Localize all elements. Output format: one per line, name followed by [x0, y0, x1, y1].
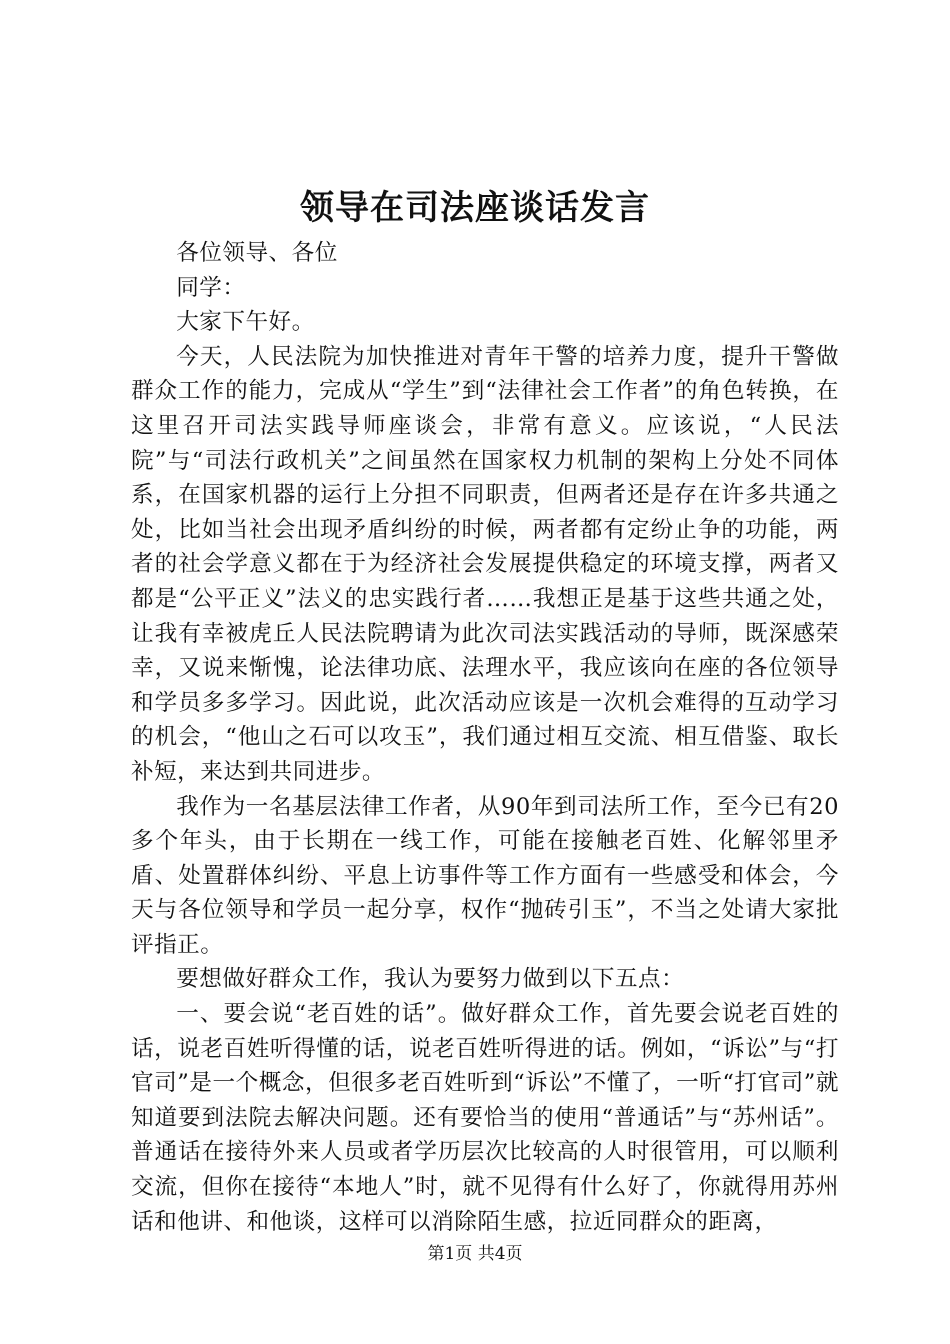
body-paragraph: 今天，人民法院为加快推进对青年干警的培养力度，提升干警做群众工作的能力，完成从“学生”到“法律社会工作者”的角色转换，在这里召开司法实践导师座谈会，非常有意义。应该说，“人民法院”与“司法行政机关”之间虽然在国家权力机制的架构上分处不同体系，在国家机器的运行上分担不同职责，但两者还是存在许多共通之处，比如当社会出现矛盾纠纷的时候，两者都有定纷止争的功能，两者的社会学意义都在于为经济社会发展提供稳定的环境支撑，两者又都是“公平正义”法义的忠实践行者……我想正是基于这些共通之处，让我有幸被虎丘人民法院聘请为此次司法实践活动的导师，既深感荣幸，又说来惭愧，论法律功底、法理水平，我应该向在座的各位领导和学员多多学习。因此说，此次活动应该是一次机会难得的互动学习的机会，“他山之石可以攻玉”，我们通过相互交流、相互借鉴、取长补短，来达到共同进步。 [131, 343, 839, 785]
document-body [131, 236, 839, 1239]
salutation-line-2: 同学： [176, 274, 246, 301]
body-paragraph: 一、要会说“老百姓的话”。做好群众工作，首先要会说老百姓的话，说老百姓听得懂的话，说老百姓听得进的话。例如，“诉讼”与“打官司”是一个概念，但很多老百姓听到“诉讼”不懂了，一听“打官司”就知道要到法院去解决问题。还有要恰当的使用“普通话”与“苏州话”。普通话在接待外来人员或者学历层次比较高的人时很管用，可以顺利交流，但你在接待“本地人”时，就不见得有什么好了，你就得用苏州话和他讲、和他谈，这样可以消除陌生感，拉近同群众的距离， [131, 1001, 839, 1235]
greeting: 大家下午好。 [176, 309, 315, 336]
body-paragraph: 要想做好群众工作，我认为要努力做到以下五点： [176, 966, 685, 993]
page-number-footer: 第1页 共4页 [427, 1244, 523, 1264]
body-paragraph: 我作为一名基层法律工作者，从90年到司法所工作，至今已有20多个年头，由于长期在一线工作，可能在接触老百姓、化解邻里矛盾、处置群体纠纷、平息上访事件等工作方面有一些感受和体会，今天与各位领导和学员一起分享，权作“抛砖引玉”，不当之处请大家批评指正。 [131, 793, 839, 958]
salutation-line-1: 各位领导、各位 [176, 240, 338, 266]
document-title: 领导在司法座谈话发言 [300, 188, 650, 228]
